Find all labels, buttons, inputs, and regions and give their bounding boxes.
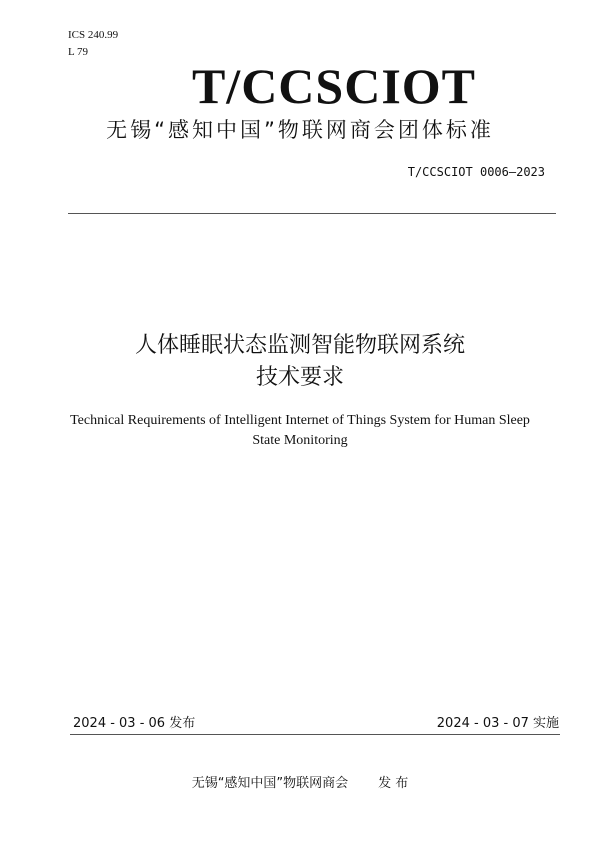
- header-divider: [68, 213, 556, 214]
- standard-logo: T/CCSCIOT: [191, 58, 477, 114]
- ics-code: ICS 240.99: [68, 29, 119, 41]
- publisher-name: 无锡“感知中国”物联网商会: [191, 776, 349, 791]
- publisher-line: [0, 775, 600, 793]
- publish-date: 2024 - 03 - 06 发布: [73, 716, 196, 731]
- footer-divider: [70, 734, 560, 735]
- standard-type: 无锡“感知中国”物联网商会团体标准: [106, 118, 494, 142]
- ccs-code: L 79: [68, 46, 89, 58]
- title-en-line1: Technical Requirements of Intelligent Internet of Things System for Human Sleep: [70, 413, 530, 428]
- document-title-cn: [0, 330, 600, 394]
- implement-date: 2024 - 03 - 07 实施: [436, 716, 559, 731]
- title-cn-line1: 人体睡眠状态监测智能物联网系统: [134, 333, 465, 358]
- publish-label: 发 布: [378, 776, 409, 791]
- title-cn-line2: 技术要求: [255, 365, 344, 390]
- standard-number: T/CCSCIOT 0006—2023: [407, 165, 545, 179]
- title-en-line2: State Monitoring: [252, 433, 348, 448]
- document-title-en: [0, 411, 600, 451]
